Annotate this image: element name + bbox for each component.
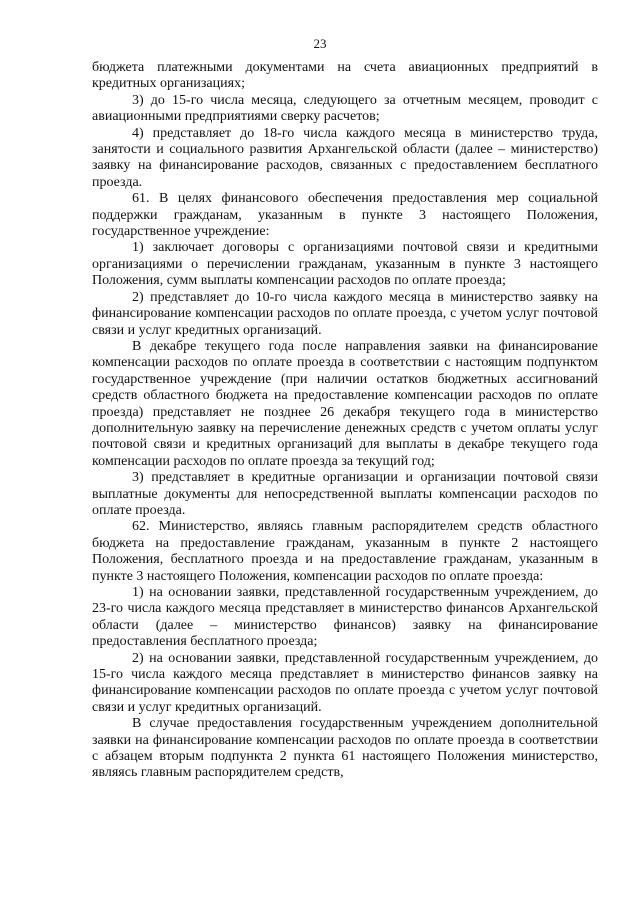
paragraph: 61. В целях финансового обеспечения предоставления мер социальной поддержки гражданам, указанным в пункте 3 настоящего Положения, государственное учреждение: — [92, 191, 598, 240]
page-number: 23 — [313, 36, 327, 51]
document-body — [92, 60, 598, 782]
paragraph: 2) представляет до 10-го числа каждого месяца в министерство заявку на финансирование компенсации расходов по оплате проезда, с учетом услуг почтовой связи и услуг кредитных организаций. — [92, 289, 598, 338]
paragraph: 3) представляет в кредитные организации и организации почтовой связи выплатные документы для непосредственной выплаты компенсации расходов по оплате проезда. — [92, 470, 598, 518]
paragraph: В декабре текущего года после направления заявки на финансирование компенсации расходов по оплате проезда в соответствии с настоящим подпунктом государственное учреждение (при наличии остатков бюджетных ассигнований средств областного бюджета на предоставление компенсации расходов по оплате проезда) представляет не позднее 26 декабря текущего года в министерство дополнительную заявку на перечисление денежных средств с учетом оплаты услуг почтовой связи и кредитных организаций для выплаты в декабре текущего года компенсации расходов по оплате проезда за текущий год; — [92, 338, 598, 469]
paragraph: 3) до 15-го числа месяца, следующего за отчетным месяцем, проводит с авиационными предприятиями сверку расчетов; — [92, 92, 598, 125]
paragraph: В случае предоставления государственным учреждением дополнительной заявки на финансирование компенсации расходов по оплате проезда в соответствии с абзацем вторым подпункта 2 пункта 61 настоящего Положения министерство, являясь главным распорядителем средств, — [92, 716, 598, 781]
paragraph: 1) на основании заявки, представленной государственным учреждением, до 23-го числа каждого месяца представляет в министерство финансов Архангельской области (далее – министерство финансов) заявку на финансирование предоставления бесплатного проезда; — [92, 585, 598, 650]
paragraph: 4) представляет до 18-го числа каждого месяца в министерство труда, занятости и социального развития Архангельской области (далее – министерство) заявку на финансирование расходов, связанных с предоставлением бесплатного проезда. — [92, 125, 598, 190]
paragraph: 62. Министерство, являясь главным распорядителем средств областного бюджета на предоставление гражданам, указанным в пункте 2 настоящего Положения, бесплатного проезда и на предоставление гражданам, указанным в пункте 3 настоящего Положения, компенсации расходов по оплате проезда: — [92, 519, 598, 584]
paragraph: бюджета платежными документами на счета авиационных предприятий в кредитных организациях; — [92, 60, 598, 92]
paragraph: 2) на основании заявки, представленной государственным учреждением, до 15-го числа каждого месяца представляет в министерство финансов заявку на финансирование компенсации расходов по оплате проезда с учетом услуг почтовой связи и услуг кредитных организаций. — [92, 650, 598, 715]
paragraph: 1) заключает договоры с организациями почтовой связи и кредитными организациями о перечислении гражданам, указанным в пункте 3 настоящего Положения, сумм выплаты компенсации расходов по оплате проезда; — [92, 240, 598, 289]
